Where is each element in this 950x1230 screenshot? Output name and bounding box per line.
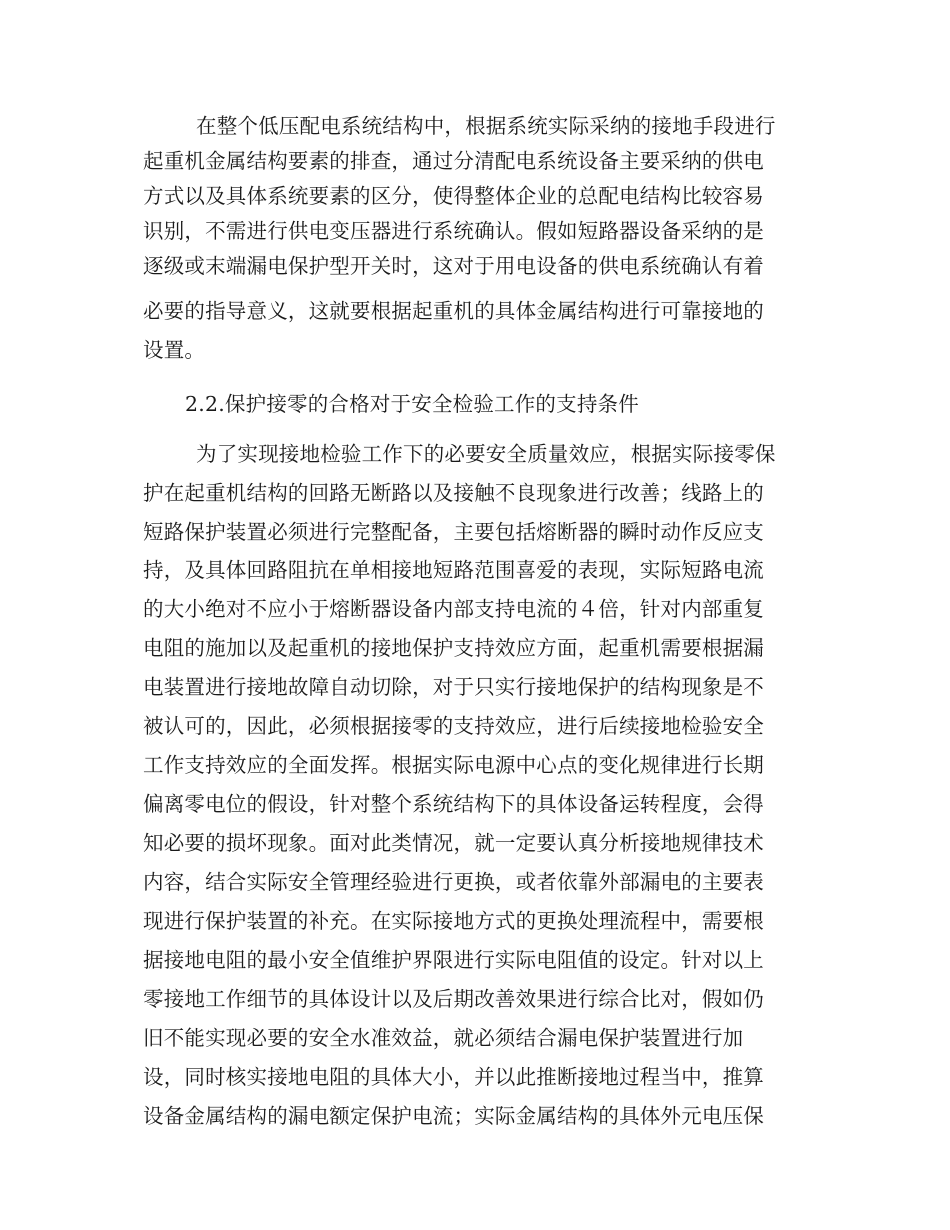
- paragraph-1-line-4: 识别，不需进行供电变压器进行系统确认。假如短路器设备采纳的是: [143, 219, 764, 243]
- paragraph-1-line-2: 起重机金属结构要素的排查，通过分清配电系统设备主要采纳的供电: [143, 149, 764, 173]
- paragraph-2-line-9: 工作支持效应的全面发挥。根据实际电源中心点的变化规律进行长期: [143, 753, 764, 777]
- paragraph-2-line-16: 旧不能实现必要的安全水准效益，就必须结合漏电保护装置进行加: [143, 1026, 744, 1050]
- paragraph-2-line-4: 持，及具体回路阻抗在单相接地短路范围喜爱的表现，实际短路电流: [143, 558, 764, 582]
- paragraph-2-line-15: 零接地工作细节的具体设计以及后期改善效果进行综合比对，假如仍: [143, 987, 764, 1011]
- paragraph-2-line-2: 护在起重机结构的回路无断路以及接触不良现象进行改善；线路上的: [143, 481, 764, 505]
- paragraph-2-line-5: 的大小绝对不应小于熔断器设备内部支持电流的４倍，针对内部重复: [143, 597, 764, 621]
- paragraph-2-line-3: 短路保护装置必须进行完整配备，主要包括熔断器的瞬时动作反应支: [143, 520, 764, 544]
- section-heading: 2.2.保护接零的合格对于安全检验工作的支持条件: [185, 392, 639, 416]
- paragraph-2-line-1: 为了实现接地检验工作下的必要安全质量效应，根据实际接零保: [196, 442, 776, 466]
- paragraph-1-line-3: 方式以及具体系统要素的区分，使得整体企业的总配电结构比较容易: [143, 184, 764, 208]
- paragraph-2-line-6: 电阻的施加以及起重机的接地保护支持效应方面，起重机需要根据漏: [143, 636, 764, 660]
- paragraph-1-line-5: 逐级或末端漏电保护型开关时，这对于用电设备的供电系统确认有着: [143, 254, 764, 278]
- paragraph-2-line-7: 电装置进行接地故障自动切除，对于只实行接地保护的结构现象是不: [143, 675, 764, 699]
- paragraph-2-line-8: 被认可的，因此，必须根据接零的支持效应，进行后续接地检验安全: [143, 714, 764, 738]
- paragraph-1-line-7: 设置。: [143, 338, 206, 362]
- paragraph-2-line-18: 设备金属结构的漏电额定保护电流；实际金属结构的具体外元电压保: [143, 1104, 764, 1128]
- paragraph-1-line-6: 必要的指导意义，这就要根据起重机的具体金属结构进行可靠接地的: [143, 299, 764, 323]
- paragraph-1-line-1: 在整个低压配电系统结构中，根据系统实际采纳的接地手段进行: [196, 114, 776, 138]
- paragraph-2-line-12: 内容，结合实际安全管理经验进行更换，或者依靠外部漏电的主要表: [143, 870, 764, 894]
- paragraph-2-line-17: 设，同时核实接地电阻的具体大小，并以此推断接地过程当中，推算: [143, 1065, 764, 1089]
- paragraph-2-line-11: 知必要的损坏现象。面对此类情况，就一定要认真分析接地规律技术: [143, 831, 764, 855]
- paragraph-2-line-14: 据接地电阻的最小安全值维护界限进行实际电阻值的设定。针对以上: [143, 948, 764, 972]
- paragraph-2-line-10: 偏离零电位的假设，针对整个系统结构下的具体设备运转程度，会得: [143, 792, 764, 816]
- paragraph-2-line-13: 现进行保护装置的补充。在实际接地方式的更换处理流程中，需要根: [143, 909, 764, 933]
